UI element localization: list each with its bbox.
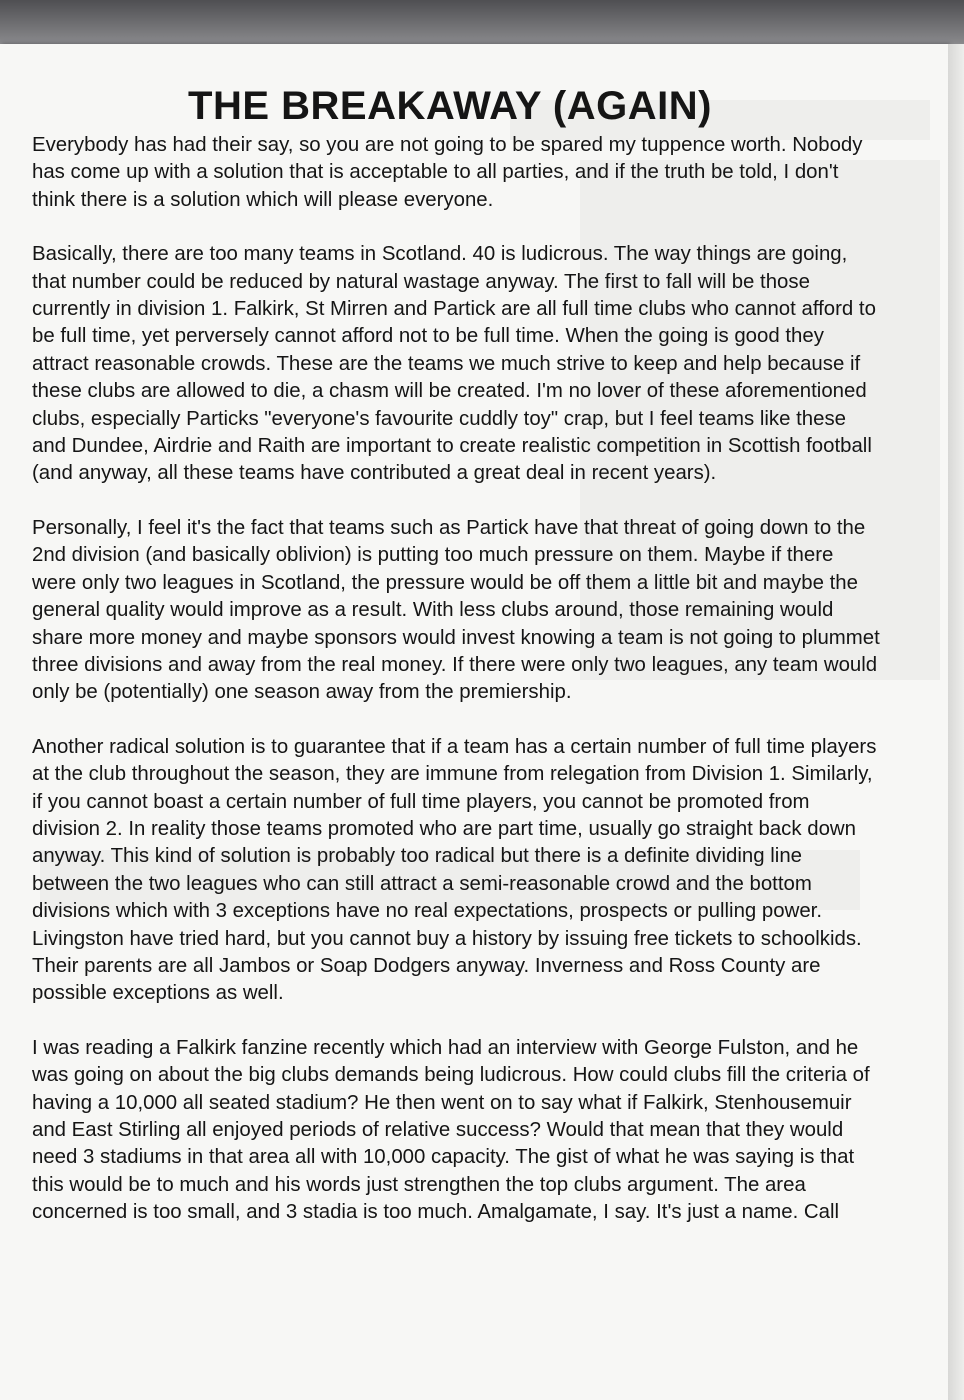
scanner-shadow xyxy=(0,0,964,46)
paragraph-intro: Everybody has had their say, so you are not going to be spared my tuppence worth. Nobody has come up with a solution that is acceptable to all parties, and if the truth be told, I don't think there is a solution which will please everyone. xyxy=(32,134,863,211)
paragraph-radical-solution: Another radical solution is to guarantee that if a team has a certain number of full time players at the club throughout the season, they are immune from relegation from Division 1. Similarly, if you cannot boast a certain number of full time players, you cannot be promoted from division 2. In reality those teams promoted who are part time, usually go straight back down anyway. This kind of solution is probably too radical but there is a definite dividing line between the two leagues who can still attract a semi-reasonable crowd and the bottom divisions which with 3 exceptions have no real expectations, prospects or pulling power. Livingston have tried hard, but you cannot buy a history by issuing free tickets to schoolkids. Their parents are all Jambos or Soap Dodgers anyway. Inverness and Ross County are possible exceptions as well. xyxy=(32,735,877,1005)
paragraph-too-many-teams: Basically, there are too many teams in Scotland. 40 is ludicrous. The way things are going, that number could be reduced by natural wastage anyway. The first to fall will be those currently in division 1. Falkirk, St Mirren and Partick are all full time clubs who cannot afford to be full time, yet perversely cannot afford not to be full time. When the going is good they attract reasonable crowds. These are the teams we much strive to keep and help because if these clubs are allowed to die, a chasm will be created. I'm no lover of these aforementioned clubs, especially Particks "everyone's favourite cuddly toy" crap, but I feel teams like these and Dundee, Airdrie and Raith are important to create realistic competition in Scottish football (and anyway, all these teams have contributed a great deal in recent years). xyxy=(32,243,876,485)
paragraph-falkirk-fanzine: I was reading a Falkirk fanzine recently which had an interview with George Fulston, and he was going on about the big clubs demands being ludicrous. How could clubs fill the criteria of having a 10,000 all seated stadium? He then went on to say what if Falkirk, Stenhousemuir and East Stirling all enjoyed periods of relative success? Would that mean that they would need 3 stadiums in that area all with 10,000 capacity. The gist of what he was saying is that this would be to much and his words just strengthen the top clubs argument. The area concerned is too small, and 3 stadia is too much. Amalgamate, I say. It's just a name. Call xyxy=(32,1036,870,1224)
page-edge xyxy=(948,44,964,1400)
article-body xyxy=(32,132,880,1254)
article-title: THE BREAKAWAY (AGAIN) xyxy=(188,84,712,128)
paragraph-pressure: Personally, I feel it's the fact that teams such as Partick have that threat of going down to the 2nd division (and basically oblivion) is putting too much pressure on them. Maybe if there were only two leagues in Scotland, the pressure would be off them a little bit and maybe the general quality would improve as a result. With less clubs around, those remaining would share more money and maybe sponsors would invest knowing a team is not going to plummet three divisions and away from the real money. If there were only two leagues, any team would only be (potentially) one season away from the premiership. xyxy=(32,516,880,704)
